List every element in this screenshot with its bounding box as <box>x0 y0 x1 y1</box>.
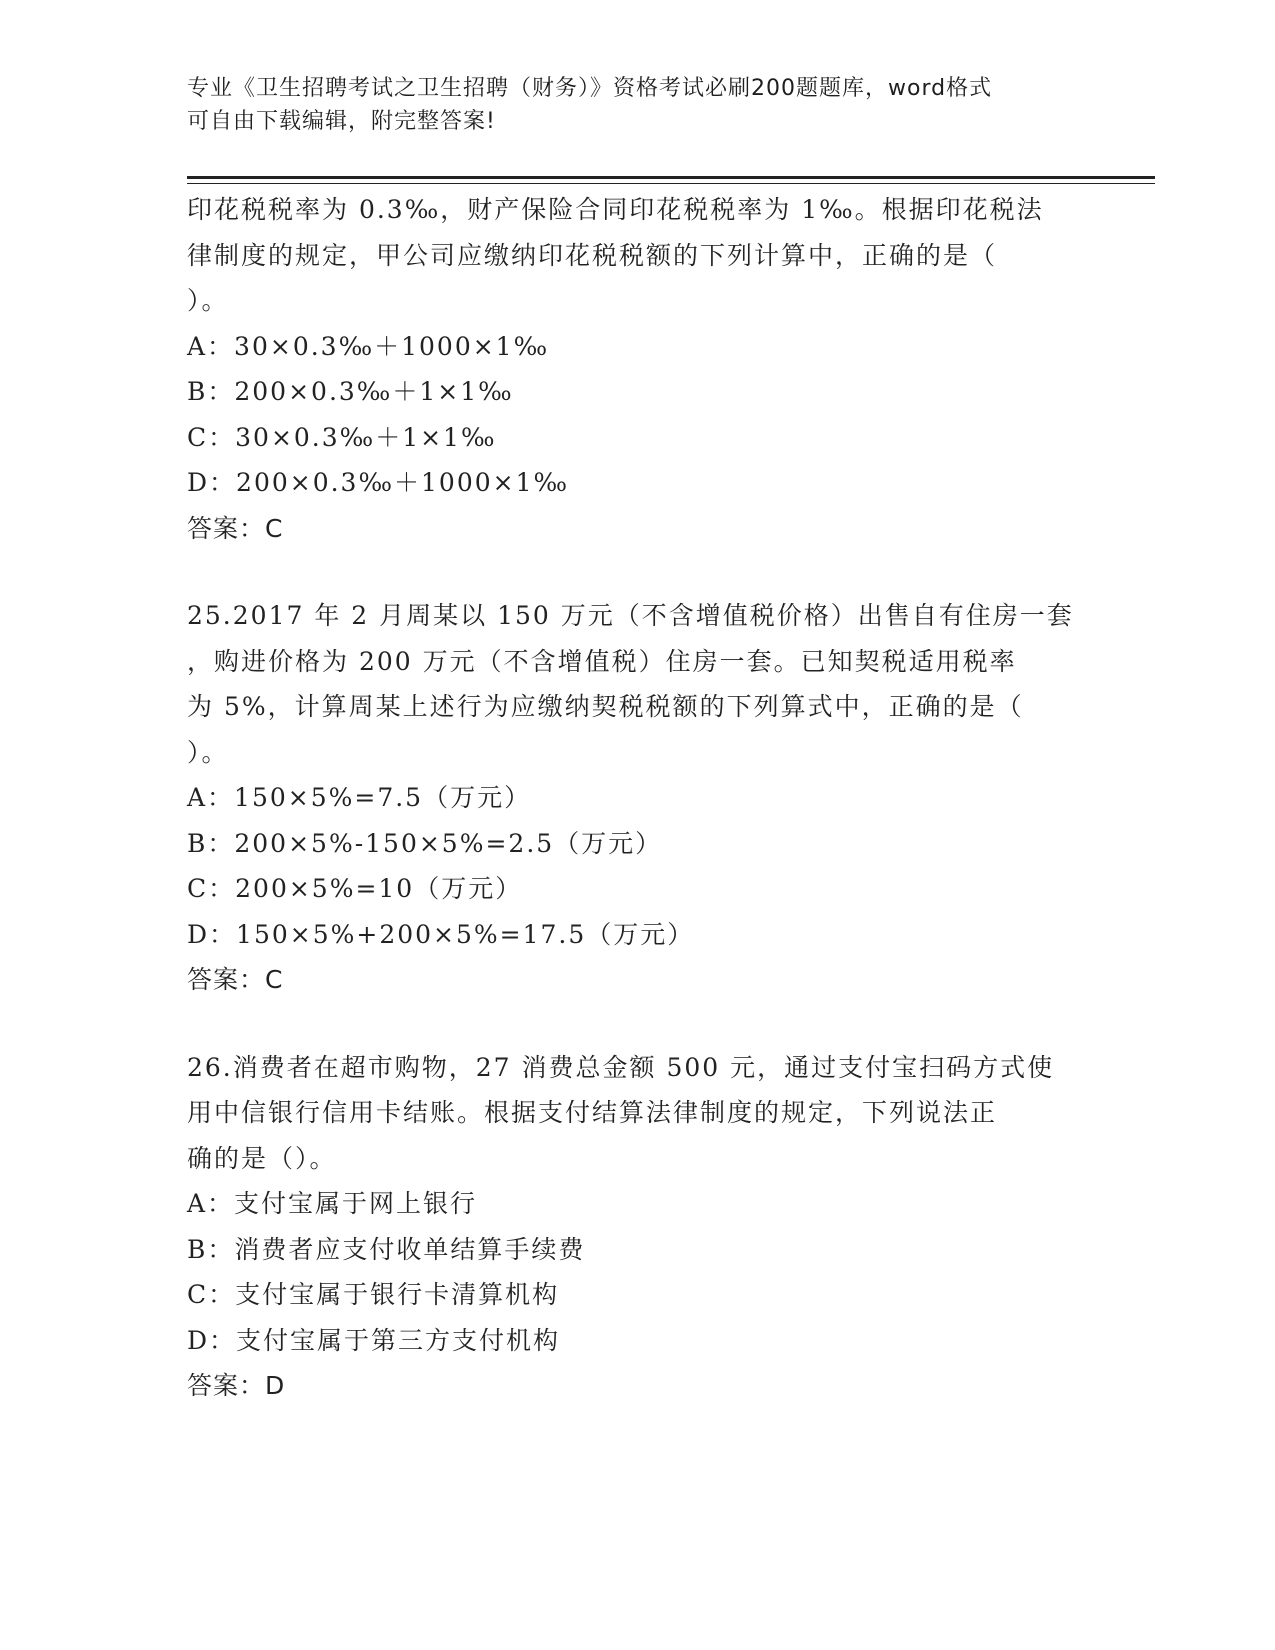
option-d: D：支付宝属于第三方支付机构 <box>187 1325 561 1355</box>
question-text-line: 用中信银行信用卡结账。根据支付结算法律制度的规定，下列说法正 <box>187 1098 998 1127</box>
option-a: A：支付宝属于网上银行 <box>187 1189 478 1218</box>
option-c: C：30×0.3‰＋1×1‰ <box>187 422 497 452</box>
question-text-line: 25.2017 年 2 月周某以 150 万元（不含增值税价格）出售自有住房一套 <box>187 601 1074 630</box>
question-text-line: 印花税税率为 0.3‰，财产保险合同印花税税率为 1‰。根据印花税法 <box>187 195 1044 224</box>
header-rule-thick <box>187 176 1155 179</box>
option-d: D：150×5%+200×5%=17.5（万元） <box>187 919 695 949</box>
question-separator <box>187 1003 1087 1045</box>
document-header <box>187 72 1087 138</box>
question-text-line: ）。 <box>187 286 229 315</box>
document-body <box>187 187 1087 1409</box>
question-text-line: 确的是（）。 <box>187 1143 337 1173</box>
question-separator <box>187 551 1087 593</box>
question-text-line: 为 5%，计算周某上述行为应缴纳契税税额的下列算式中，正确的是（ <box>187 692 1024 721</box>
option-b: B：200×0.3‰＋1×1‰ <box>187 377 514 406</box>
answer-label: 答案：D <box>187 1371 286 1400</box>
header-rule-thin <box>187 183 1155 184</box>
option-b: B：消费者应支付收单结算手续费 <box>187 1234 586 1264</box>
question-26 <box>187 1045 1087 1409</box>
answer-label: 答案：C <box>187 965 284 994</box>
option-b: B：200×5%-150×5%=2.5（万元） <box>187 828 663 858</box>
option-c: C：支付宝属于银行卡清算机构 <box>187 1280 560 1309</box>
question-24-continued <box>187 187 1087 551</box>
question-25 <box>187 593 1087 1003</box>
option-a: A：150×5%=7.5（万元） <box>187 783 532 812</box>
question-text-line: ，购进价格为 200 万元（不含增值税）住房一套。已知契税适用税率 <box>187 646 1017 676</box>
option-c: C：200×5%=10（万元） <box>187 874 523 903</box>
question-text-line: 律制度的规定，甲公司应缴纳印花税税额的下列计算中，正确的是（ <box>187 240 998 270</box>
question-text-line: ）。 <box>187 737 229 767</box>
header-line-1: 专业《卫生招聘考试之卫生招聘（财务）》资格考试必刷200题题库，word格式 <box>187 76 993 101</box>
answer-label: 答案：C <box>187 513 284 543</box>
header-line-2: 可自由下载编辑，附完整答案! <box>187 109 496 134</box>
option-d: D：200×0.3‰＋1000×1‰ <box>187 468 570 497</box>
question-text-line: 26.消费者在超市购物，27 消费总金额 500 元，通过支付宝扫码方式使 <box>187 1052 1055 1082</box>
option-a: A：30×0.3‰＋1000×1‰ <box>187 331 550 361</box>
